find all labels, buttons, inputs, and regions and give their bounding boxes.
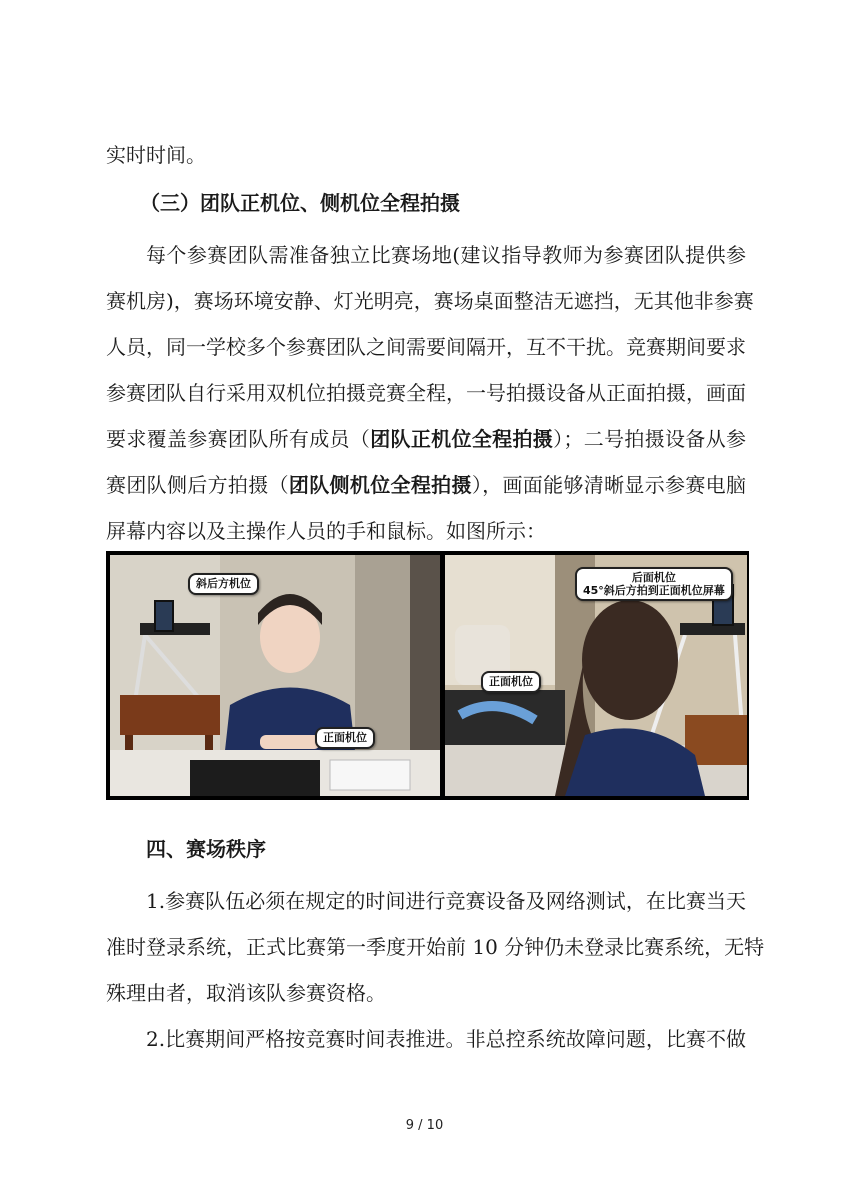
paragraph-line: 实时时间。 [106,143,206,167]
paragraph-line [106,472,746,498]
section-heading: （三）团队正机位、侧机位全程拍摄 [140,191,460,215]
text-run: ），画面能够清晰显示参赛电脑 [471,473,747,497]
paragraph-line: 参赛团队自行采用双机位拍摄竞赛全程，一号拍摄设备从正面拍摄，画面 [106,381,746,405]
paragraph-line: 屏幕内容以及主操作人员的手和鼠标。如图所示： [106,519,546,543]
front-view-illustration [110,555,440,796]
front-camera-callout: 正面机位 [481,671,541,693]
text-run: 赛团队侧后方拍摄（ [106,473,289,497]
paragraph-line: 殊理由者，取消该队参赛资格。 [106,981,386,1005]
text-run: ）；二号拍摄设备从参 [553,427,747,451]
front-camera-photo [110,555,440,796]
paragraph-line: 准时登录系统，正式比赛第一季度开始前 10 分钟仍未登录比赛系统，无特 [106,935,765,959]
page-number: 9 / 10 [405,1118,444,1133]
camera-position-figure [106,551,749,800]
section-heading: 四、赛场秩序 [146,837,266,861]
rear-camera-callout: 斜后方机位 [188,573,259,595]
bold-text-run: 团队正机位全程拍摄 [370,427,554,451]
paragraph-line [106,426,746,452]
callout-line: 45°斜后方拍到正面机位屏幕 [583,584,725,597]
bold-text-run: 团队侧机位全程拍摄 [288,473,472,497]
front-camera-callout: 正面机位 [315,727,375,749]
paragraph-line: 赛机房)，赛场环境安静、灯光明亮，赛场桌面整洁无遮挡，无其他非参赛 [106,289,754,313]
rear-camera-callout [575,567,733,601]
rear-camera-photo [445,555,747,796]
paragraph-line: 2.比赛期间严格按竞赛时间表推进。非总控系统故障问题，比赛不做 [146,1027,746,1051]
paragraph-line: 每个参赛团队需准备独立比赛场地(建议指导教师为参赛团队提供参 [146,243,746,267]
text-run: 要求覆盖参赛团队所有成员（ [106,427,371,451]
paragraph-line: 1.参赛队伍必须在规定的时间进行竞赛设备及网络测试，在比赛当天 [146,889,746,913]
callout-line: 后面机位 [631,571,676,584]
paragraph-line: 人员，同一学校多个参赛团队之间需要间隔开，互不干扰。竞赛期间要求 [106,335,746,359]
